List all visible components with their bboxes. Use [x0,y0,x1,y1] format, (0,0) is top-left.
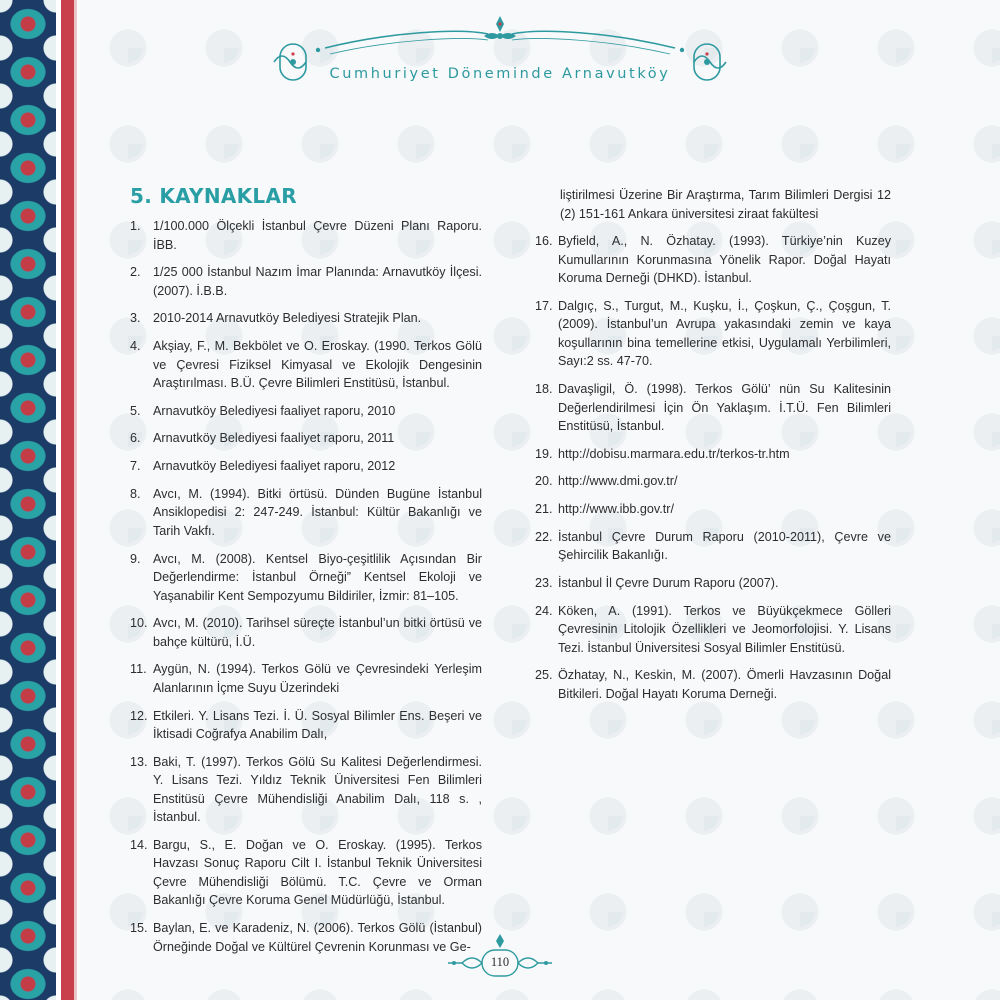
reference-item [130,485,482,541]
reference-number: 25. [535,668,553,683]
reference-text: 1/25 000 İstanbul Nazım İmar Planında: Arnavutköy İlçesi. (2007). İ.B.B. [153,265,482,298]
border-thin-line [74,0,77,1000]
reference-number: 19. [535,446,553,461]
reference-item [130,337,482,393]
reference-item [535,574,891,593]
reference-item [130,429,482,448]
reference-item [130,550,482,606]
reference-text: Avcı, M. (2010). Tarihsel süreçte İstanbul’un bitki örtüsü ve bahçe kültürü, İ.Ü. [153,616,482,649]
reference-item [130,836,482,910]
reference-text: Özhatay, N., Keskin, M. (2007). Ömerli Havzasının Doğal Bitkileri. Doğal Hayatı Koruma Derneği. [558,668,891,701]
reference-text: Davaşligil, Ö. (1998). Terkos Gölü’ nün Su Kalitesinin Değerlendirilmesi İçin Ön Yaklaşım. İ.T.Ü. Fen Bilimleri Enstitüsü, İstanbul. [558,382,891,434]
reference-number: 12. [130,708,148,723]
reference-number: 24. [535,603,553,618]
reference-number: 17. [535,298,553,313]
reference-item [535,666,891,703]
reference-text: http://dobisu.marmara.edu.tr/terkos-tr.htm [558,446,790,461]
reference-number: 23. [535,576,553,590]
reference-number: 15. [130,921,148,936]
reference-text: Dalgıç, S., Turgut, M., Kuşku, İ., Çoşkun, Ç., Çoşgun, T. (2009). İstanbul’un Avrupa yakasındaki zemin ve kaya koşullarının bina temellerine etkisi, Uygulamalı Yerbilimleri, Sayı:2 ss. 47-70. [558,298,891,369]
reference-number: 22. [535,529,553,544]
reference-item [535,528,891,565]
reference-item [130,402,482,421]
reference-item [535,445,891,464]
reference-number: 21. [535,502,553,517]
reference-text: Avcı, M. (1994). Bitki örtüsü. Dünden Bugüne İstanbul Ansiklopedisi 2: 247-249. İstanbul: Kültür Bakanlığı ve Tarih Vakfı. [153,486,482,538]
reference-continuation: liştirilmesi Üzerine Bir Araştırma, Tarım Bilimleri Dergisi 12 (2) 151-161 Ankara üniversitesi ziraat fakültesi [560,188,891,221]
reference-item [130,457,482,476]
reference-number: 20. [535,474,553,489]
reference-item [535,232,891,288]
reference-text: http://www.dmi.gov.tr/ [558,474,678,489]
reference-number: 3. [130,311,141,326]
reference-text: Köken, A. (1991). Terkos ve Büyükçekmece Gölleri Çevresinin Litolojik Özellikleri ve Jeomorfolojisi. Y. Lisans Tezi. İstanbul Üniversitesi Sosyal Bilimler Enstitüsü. [558,603,891,655]
references-right-column [535,186,891,713]
header-ornament [270,14,730,94]
reference-item [130,753,482,827]
reference-item [130,217,482,254]
reference-list-right [535,232,891,703]
reference-text: 2010-2014 Arnavutköy Belediyesi Stratejik Plan. [153,311,422,326]
references-left-column [130,182,482,965]
reference-text: Baki, T. (1997). Terkos Gölü Su Kalitesi Değerlendirmesi. Y. Lisans Tezi. Yıldız Teknik Üniversitesi Fen Bilimleri Enstitüsü Çevre Mühendisliği Anabilim Dalı, 118 s. , İstanbul. [153,754,482,825]
reference-text: 1/100.000 Ölçekli İstanbul Çevre Düzeni Planı Raporu. İBB. [153,219,482,252]
left-ornamental-border [0,0,56,1000]
reference-number: 6. [130,431,141,446]
reference-item [535,380,891,436]
reference-text: Arnavutköy Belediyesi faaliyet raporu, 2011 [153,431,395,446]
reference-number: 4. [130,339,141,354]
reference-number: 2. [130,265,141,280]
reference-number: 9. [130,551,141,566]
reference-number: 14. [130,837,148,852]
reference-item [130,309,482,328]
reference-text: Aygün, N. (1994). Terkos Gölü ve Çevresindeki Yerleşim Alanlarının İçme Suyu Üzerindeki [153,662,482,695]
section-title: 5. KAYNAKLAR [130,184,297,208]
reference-number: 18. [535,382,553,397]
reference-text: http://www.ibb.gov.tr/ [558,502,674,517]
reference-number: 1. [130,219,141,233]
reference-item [130,614,482,651]
page-header [270,14,730,94]
reference-text: İstanbul Çevre Durum Raporu (2010-2011), Çevre ve Şehircilik Bakanlığı. [558,529,891,563]
reference-item [130,919,482,956]
reference-number: 5. [130,403,141,418]
reference-item [535,500,891,519]
reference-item [535,297,891,371]
running-title: Cumhuriyet Döneminde Arnavutköy [329,66,671,82]
reference-text: Bargu, S., E. Doğan ve O. Eroskay. (1995). Terkos Havzası Sonuç Raporu Cilt I. İstanbul Teknik Üniversitesi Çevre Mühendisliği Bölümü. T.C. Çevre ve Orman Bakanlığı Çevre Koruma Genel Müdürlüğü, İstanbul. [153,837,482,908]
reference-text: Arnavutköy Belediyesi faaliyet raporu, 2010 [153,403,396,418]
reference-text: Etkileri. Y. Lisans Tezi. İ. Ü. Sosyal Bilimler Ens. Beşeri ve İktisadi Coğrafya Anabilim Dalı, [153,708,482,742]
reference-text: Akşiay, F., M. Bekbölet ve O. Eroskay. (1990. Terkos Gölü ve Çevresi Fiziksel Kimyasal ve Ekolojik Dengesinin Araştırılması. B.Ü. Çevre Bilimleri Enstitüsü, İstanbul. [153,339,482,391]
border-red-stripe [61,0,74,1000]
reference-text: Byfield, A., N. Özhatay. (1993). Türkiye’nin Kuzey Kumullarının Korunmasına Yönelik Rapor. Doğal Hayatı Koruma Derneği (DHKD). İstanbul. [558,234,891,286]
reference-item [130,660,482,697]
page-number: 110 [490,955,510,969]
reference-number: 11. [130,662,147,677]
reference-number: 13. [130,754,148,769]
reference-number: 10. [130,616,148,631]
reference-item [130,263,482,300]
reference-item [535,472,891,491]
reference-item [130,707,482,744]
reference-text: Baylan, E. ve Karadeniz, N. (2006). Terkos Gölü (İstanbul) Örneğinde Doğal ve Kültürel Çevrenin Korunması ve Ge- [153,921,482,954]
reference-text: Avcı, M. (2008). Kentsel Biyo-çeşitlilik Açısından Bir Değerlendirme: İstanbul Örneği” Kentsel Ekoloji ve Yaşanabilir Kent Sempozyumu Bildiriler, İzmir: 81–105. [153,551,482,603]
page-number-ornament [440,932,560,982]
reference-item [535,602,891,658]
reference-number: 7. [130,459,141,474]
reference-text: Arnavutköy Belediyesi faaliyet raporu, 2012 [153,459,396,474]
reference-text: İstanbul İl Çevre Durum Raporu (2007). [558,576,779,590]
reference-list-left [130,217,482,956]
reference-number: 8. [130,486,141,501]
reference-number: 16. [535,234,553,249]
